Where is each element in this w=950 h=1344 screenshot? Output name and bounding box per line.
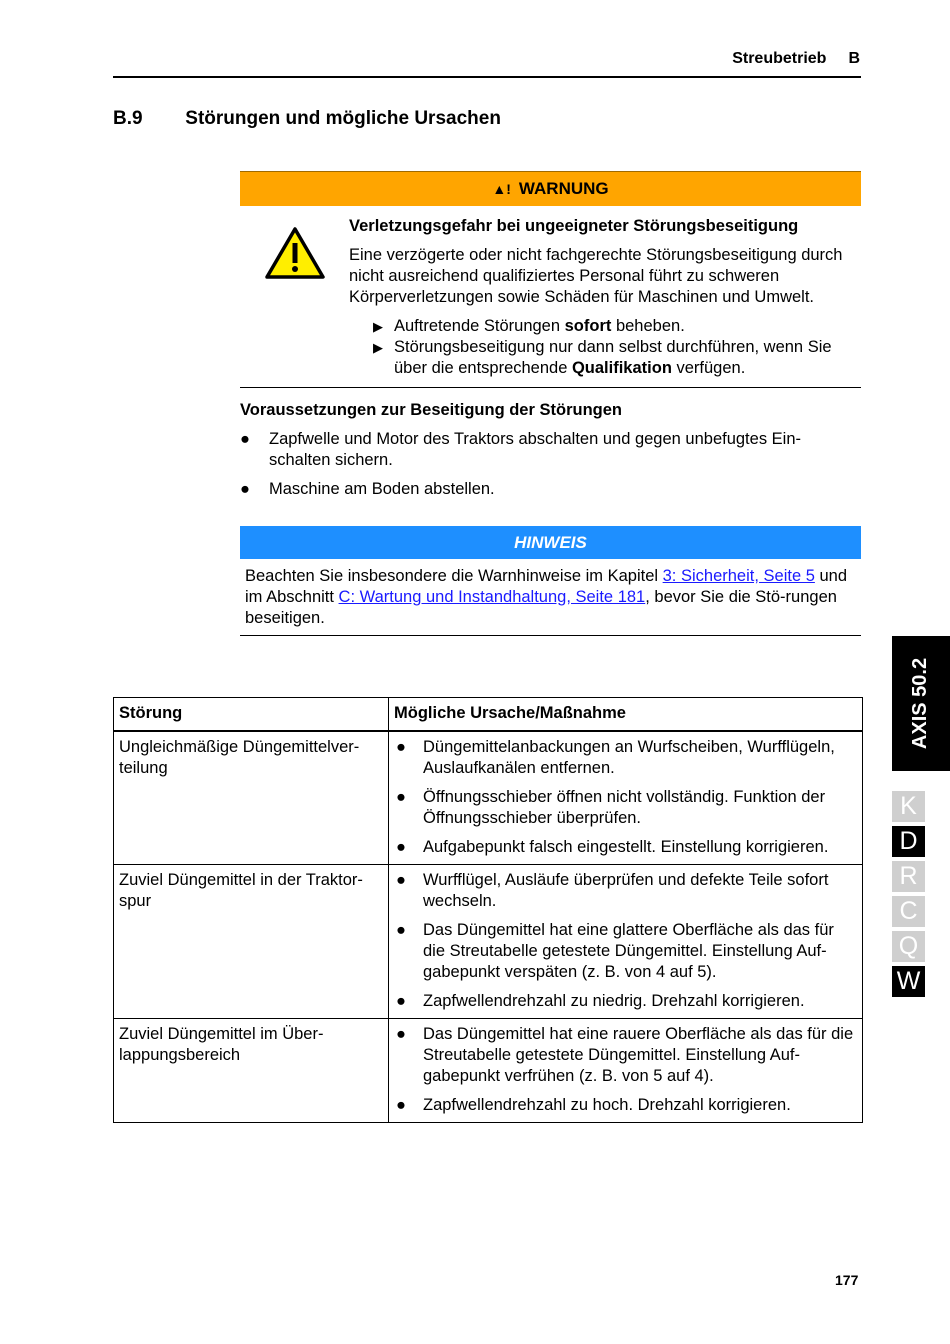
cause-cell (389, 1019, 863, 1123)
warning-triangle-icon (264, 226, 326, 280)
warning-rule (240, 387, 861, 388)
arrow-right-icon: ▶ (373, 340, 383, 355)
hint-text: Beachten Sie insbesondere die Warnhinweise im Kapitel 3: Sicherheit, Seite 5 und im Abschnitt C: Wartung und Instandhaltung, Seite 181, bevor Sie die Stö-rungen beseitigen. (245, 567, 848, 627)
problem-cell: Zuviel Düngemittel in der Traktor-spur (114, 865, 389, 1019)
column-header-problem: Störung (114, 698, 389, 732)
list-item: ● Öffnungsschieber öffnen nicht vollständig. Funktion der Öffnungsschieber überprüfen. (396, 788, 826, 827)
warning-label: WARNUNG (518, 179, 609, 198)
bullet-dot-icon: ● (396, 871, 406, 889)
hint-label: HINWEIS (514, 532, 587, 552)
table-row (114, 731, 863, 865)
troubleshooting-table (113, 697, 863, 1123)
hint-header (240, 526, 861, 559)
warning-step: ▶ Auftretende Störungen sofort beheben. (373, 317, 685, 335)
list-item: ● Maschine am Boden abstellen. (240, 480, 495, 498)
list-item: ● Aufgabepunkt falsch eingestellt. Einstellung korrigieren. (396, 838, 829, 856)
language-tab-d[interactable]: D (892, 826, 925, 857)
list-item: ● Das Düngemittel hat eine glattere Oberfläche als das für die Streutabelle getestete Düngemittel. Einstellung Auf-gabepunkt verspäten (z. B. von 4 auf 5). (396, 921, 834, 981)
running-header (732, 50, 860, 68)
bullet-dot-icon: ● (396, 1096, 406, 1114)
warning-title: Verletzungsgefahr bei ungeeigneter Störungsbeseitigung (349, 217, 799, 235)
page-number: 177 (835, 1272, 859, 1288)
warning-small-icon: ▲! (492, 181, 511, 197)
warning-step: ▶ Störungsbeseitigung nur dann selbst durchführen, wenn Sie über die entsprechende Qualifikation verfügen. (373, 338, 832, 377)
bullet-dot-icon: ● (396, 788, 406, 806)
language-tab-c[interactable]: C (892, 896, 925, 927)
chapter-title: Streubetrieb (732, 50, 827, 67)
problem-cell: Zuviel Düngemittel im Über-lappungsbereich (114, 1019, 389, 1123)
prerequisites-title: Voraussetzungen zur Beseitigung der Störungen (240, 401, 622, 419)
bullet-dot-icon: ● (396, 838, 406, 856)
section-number: B.9 (113, 108, 143, 129)
table-header-row (114, 698, 863, 732)
list-item: ● Zapfwellendrehzahl zu niedrig. Drehzahl korrigieren. (396, 992, 805, 1010)
cause-cell (389, 731, 863, 865)
bullet-dot-icon: ● (396, 738, 406, 756)
link-maintenance-section[interactable]: C: Wartung und Instandhaltung, Seite 181 (338, 588, 646, 606)
language-tab-k[interactable]: K (892, 791, 925, 822)
bullet-dot-icon: ● (240, 430, 250, 448)
list-item: ● Zapfwellendrehzahl zu hoch. Drehzahl korrigieren. (396, 1096, 791, 1114)
warning-body: Eine verzögerte oder nicht fachgerechte Störungsbeseitigung durch nicht ausreichend qualifiziertes Personal führt zu schweren Körperverletzungen sowie Schäden für Maschinen und Umwelt. (349, 246, 843, 306)
bullet-dot-icon: ● (396, 992, 406, 1010)
warning-box (240, 171, 861, 388)
list-item: ● Das Düngemittel hat eine rauere Oberfläche als das für die Streutabelle getestete Düngemittel. Einstellung Auf-gabepunkt verfrühen (z. B. von 5 auf 4). (396, 1025, 854, 1085)
list-item: ● Zapfwelle und Motor des Traktors abschalten und gegen unbefugtes Ein-schalten sichern. (240, 430, 801, 469)
section-title: Störungen und mögliche Ursachen (185, 108, 501, 129)
column-header-cause: Mögliche Ursache/Maßnahme (389, 698, 863, 732)
hint-rule (240, 635, 861, 636)
language-tab-q[interactable]: Q (892, 931, 925, 962)
problem-cell: Ungleichmäßige Düngemittelver-teilung (114, 731, 389, 865)
prerequisites-list (240, 429, 861, 500)
section-heading (113, 108, 501, 130)
table-row (114, 1019, 863, 1123)
arrow-right-icon: ▶ (373, 319, 383, 334)
side-tab-label: AXIS 50.2 (909, 657, 932, 750)
language-tab-w[interactable]: W (892, 966, 925, 997)
bullet-dot-icon: ● (240, 480, 250, 498)
warning-header (240, 171, 861, 206)
language-tab-r[interactable]: R (892, 861, 925, 892)
list-item: ● Düngemittelanbackungen an Wurfscheiben, Wurfflügeln, Auslaufkanälen entfernen. (396, 738, 835, 777)
cause-cell (389, 865, 863, 1019)
bullet-dot-icon: ● (396, 1025, 406, 1043)
header-rule (113, 76, 861, 78)
hint-box (240, 526, 861, 636)
list-item: ● Wurfflügel, Ausläufe überprüfen und defekte Teile sofort wechseln. (396, 871, 829, 910)
bullet-dot-icon: ● (396, 921, 406, 939)
prerequisites (240, 400, 861, 508)
language-tabs (892, 791, 925, 1001)
chapter-letter: B (848, 50, 860, 67)
warning-steps (349, 316, 861, 379)
side-tab-model (892, 636, 950, 771)
table-row (114, 865, 863, 1019)
link-safety-chapter[interactable]: 3: Sicherheit, Seite 5 (662, 567, 815, 585)
